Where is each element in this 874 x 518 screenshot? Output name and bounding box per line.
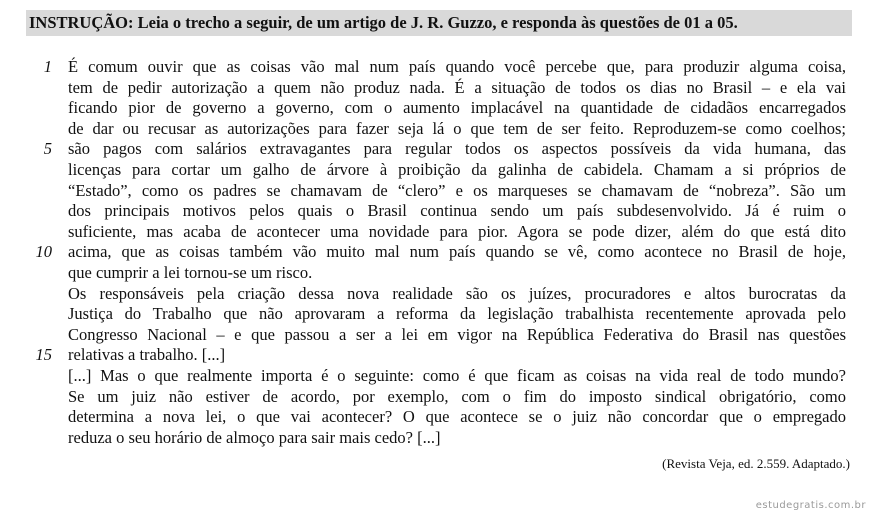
- text-line-7: “Estado”, como os padres se chamavam de “clero” e os marqueses se chamavam de “nobreza”. São um: [68, 180, 846, 200]
- text-line-9: suficiente, mas acaba de acontecer uma novidade para pior. Agora se pode dizer, além do que está dito: [68, 221, 846, 241]
- instruction-header: INSTRUÇÃO: Leia o trecho a seguir, de um artigo de J. R. Guzzo, e responda às questões de 01 a 05.: [26, 10, 852, 36]
- site-watermark: estudegratis.com.br: [755, 500, 866, 511]
- text-line-13: Justiça do Trabalho que não aprovaram a reforma da legislação trabalhista recentemente aprovada pelo: [68, 304, 846, 324]
- text-line-1: 1 É comum ouvir que as coisas vão mal num país quando você percebe que, para produzir alguma coisa,: [68, 57, 846, 78]
- text-line-5: 5 são pagos com salários extravagantes para regular todos os aspectos possíveis da vida humana, das: [68, 139, 846, 160]
- text-line-14: Congresso Nacional – e que passou a ser a lei em vigor na República Federativa do Brasil nas questões: [68, 324, 846, 344]
- text-line-19: reduza o seu horário de almoço para sair mais cedo? [...]: [68, 427, 441, 447]
- text-line-17: Se um juiz não estiver de acordo, por exemplo, com o fim do imposto sindical obrigatório, como: [68, 386, 846, 406]
- text-line-11: que cumprir a lei tornou-se um risco.: [68, 262, 313, 282]
- text-line-8: dos principais motivos pelos quais o Brasil continua sendo um país subdesenvolvido. Já é ruim o: [68, 201, 846, 221]
- text-line-3: ficando pior de governo a governo, com o aumento implacável na quantidade de cidadãos encarregados: [68, 98, 846, 118]
- article-text: [35, 57, 846, 448]
- text-line-15: 15 relativas a trabalho. [...]: [68, 345, 846, 366]
- text-line-18: determina a nova lei, o que vai acontecer? O que acontece se o juiz não concordar que o empregado: [68, 407, 846, 427]
- line-number-5: 5: [43, 139, 52, 159]
- text-line-2: tem de pedir autorização a quem não produz nada. É a situação de todos os dias no Brasil – e ela vai: [68, 77, 846, 97]
- source-citation: (Revista Veja, ed. 2.559. Adaptado.): [662, 456, 850, 471]
- line-number-15: 15: [35, 345, 52, 365]
- text-line-12: Os responsáveis pela criação dessa nova realidade são os juízes, procuradores e altos burocratas da: [68, 283, 846, 303]
- text-line-10: 10 acima, que as coisas também vão muito mal num país quando se vê, como acontece no Brasil de hoje,: [68, 242, 846, 263]
- line-number-10: 10: [35, 242, 52, 262]
- text-line-4: de dar ou recusar as autorizações para fazer seja lá o que tem de ser feito. Reproduzem-se como coelhos;: [68, 118, 846, 138]
- text-line-6: licenças para cortar um galho de árvore à proibição da galinha de cabidela. Chamam a si próprios de: [68, 159, 846, 179]
- text-line-16: [...] Mas o que realmente importa é o seguinte: como é que ficam as coisas na vida real de todo mundo?: [68, 365, 846, 385]
- line-number-1: 1: [43, 57, 52, 76]
